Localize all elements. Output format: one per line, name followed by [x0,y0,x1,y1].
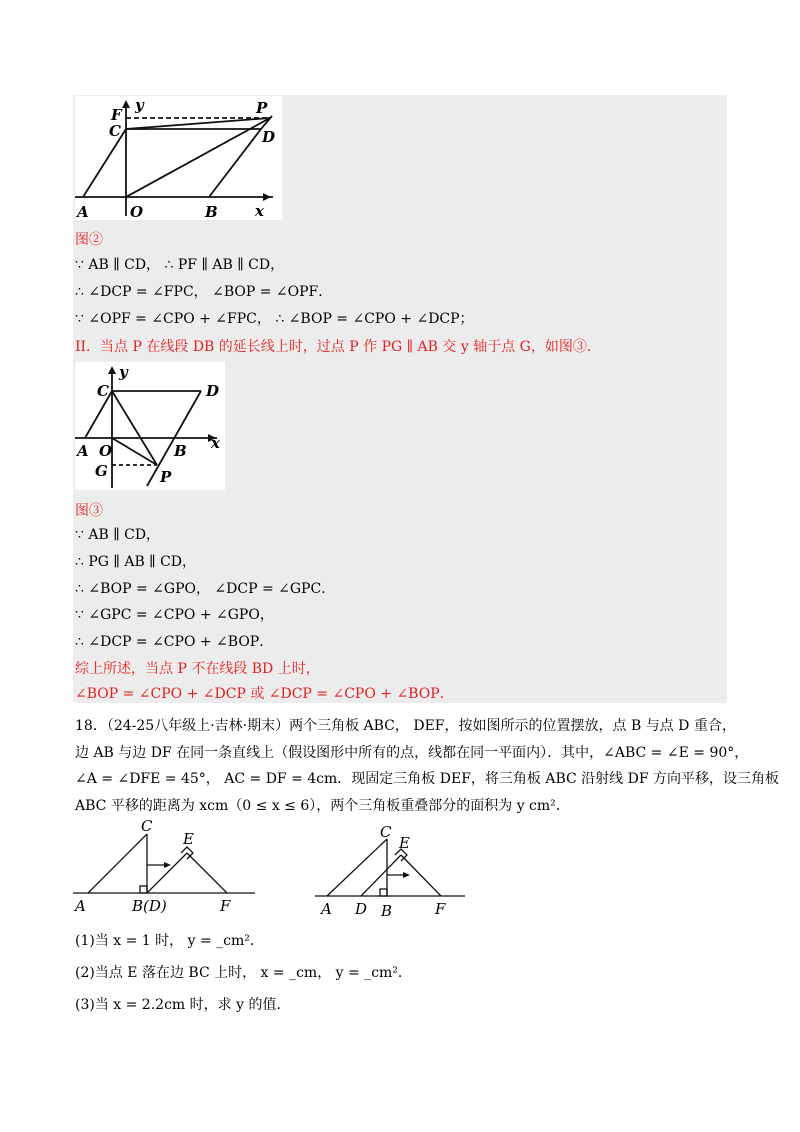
y-axis-arrow-icon [108,366,116,374]
label-e: E [399,834,410,852]
label-d: D [262,128,276,146]
figure-3 [75,362,225,490]
label-b: B [381,902,393,920]
triangle-figure-a [73,818,258,918]
label-x: x [211,434,220,452]
segment-cp [126,118,270,129]
label-d: D [206,382,220,400]
label-p: P [160,468,172,486]
figure-3-caption: 图③ [75,503,103,519]
segment-cp [112,391,157,465]
proof2-line-1: ∵ AB ∥ CD， ∴ PF ∥ AB ∥ CD， [75,257,285,273]
segment-de [147,853,187,893]
summary-line-1: 综上所述，当点 P 不在线段 BD 上时， [75,661,320,677]
segment-ac [327,839,387,896]
label-d: D [355,900,368,918]
right-angle-b-icon [380,889,387,896]
case-2-heading: II．当点 P 在线段 DB 的延长线上时，过点 P 作 PG ∥ AB 交 y 轴于点 G，如图③. [75,339,592,355]
arrow-head-icon [164,862,171,868]
proof3-line-5: ∴ ∠DCP = ∠CPO + ∠BOP． [75,634,274,650]
label-f: F [435,900,446,918]
segment-ac [88,834,147,893]
question-1: (1)当 x = 1 时， y = _cm²． [75,933,264,949]
label-g: G [95,462,108,480]
proof3-line-4: ∵ ∠GPC = ∠CPO + ∠GPO， [75,607,274,623]
figure-2-caption: 图② [75,232,103,248]
label-c: C [97,382,109,400]
label-c: C [109,122,121,140]
question-3: (3)当 x = 2.2cm 时，求 y 的值． [75,997,291,1013]
problem-18-line-3: ∠A = ∠DFE = 45°， AC = DF = 4cm．现固定三角板 DEF，将三角板 ABC 沿射线 DF 方向平移，设三角板 [75,771,780,787]
y-axis-arrow-icon [122,100,130,108]
segment-ef [187,853,227,893]
proof2-line-2: ∴ ∠DCP = ∠FPC， ∠BOP = ∠OPF． [75,284,333,300]
arrow-head-icon [403,872,410,878]
label-c: C [141,818,153,835]
problem-18-line-4: ABC 平移的距离为 xcm（0 ≤ x ≤ 6），两个三角板重叠部分的面积为 y cm²． [75,798,570,814]
summary-line-2: ∠BOP = ∠CPO + ∠DCP 或 ∠DCP = ∠CPO + ∠BOP． [75,686,454,702]
label-a: A [77,442,89,460]
label-o: O [130,203,144,220]
right-angle-b-icon [140,886,147,893]
label-o: O [99,442,113,460]
problem-18-line-2: 边 AB 与边 DF 在同一条直线上（假设图形中所有的点，线都在同一平面内）．其中，∠ABC = ∠E = 90°， [75,745,749,761]
label-b: B [205,203,218,220]
question-2: (2)当点 E 落在边 BC 上时， x = _cm， y = _cm²． [75,965,412,981]
label-f: F [220,897,231,915]
proof3-line-1: ∵ AB ∥ CD， [75,527,161,543]
proof2-line-3: ∵ ∠OPF = ∠CPO + ∠FPC， ∴ ∠BOP = ∠CPO + ∠DCP； [75,311,474,327]
x-axis-arrow-icon [263,193,271,201]
label-f: F [111,106,122,124]
proof3-line-2: ∴ PG ∥ AB ∥ CD， [75,554,197,570]
label-y: y [135,96,144,114]
label-a: A [77,203,89,220]
label-p: P [256,99,268,117]
figure-2 [75,96,282,220]
proof3-line-3: ∴ ∠BOP = ∠GPO， ∠DCP = ∠GPC． [75,581,336,597]
label-y: y [119,363,128,381]
segment-op [112,438,157,465]
triangle-figure-b [315,822,470,922]
label-b: B [174,442,187,460]
label-e: E [183,830,194,848]
label-x: x [255,202,264,220]
label-a: A [75,897,86,915]
label-c: C [380,823,392,841]
label-a: A [321,900,332,918]
segment-bd [209,129,261,197]
problem-18-line-1: 18．（24-25八年级上·吉林·期末）两个三角板 ABC， DEF，按如图所示的位置摆放，点 B 与点 D 重合， [75,718,736,734]
label-bd: B(D) [132,897,167,915]
